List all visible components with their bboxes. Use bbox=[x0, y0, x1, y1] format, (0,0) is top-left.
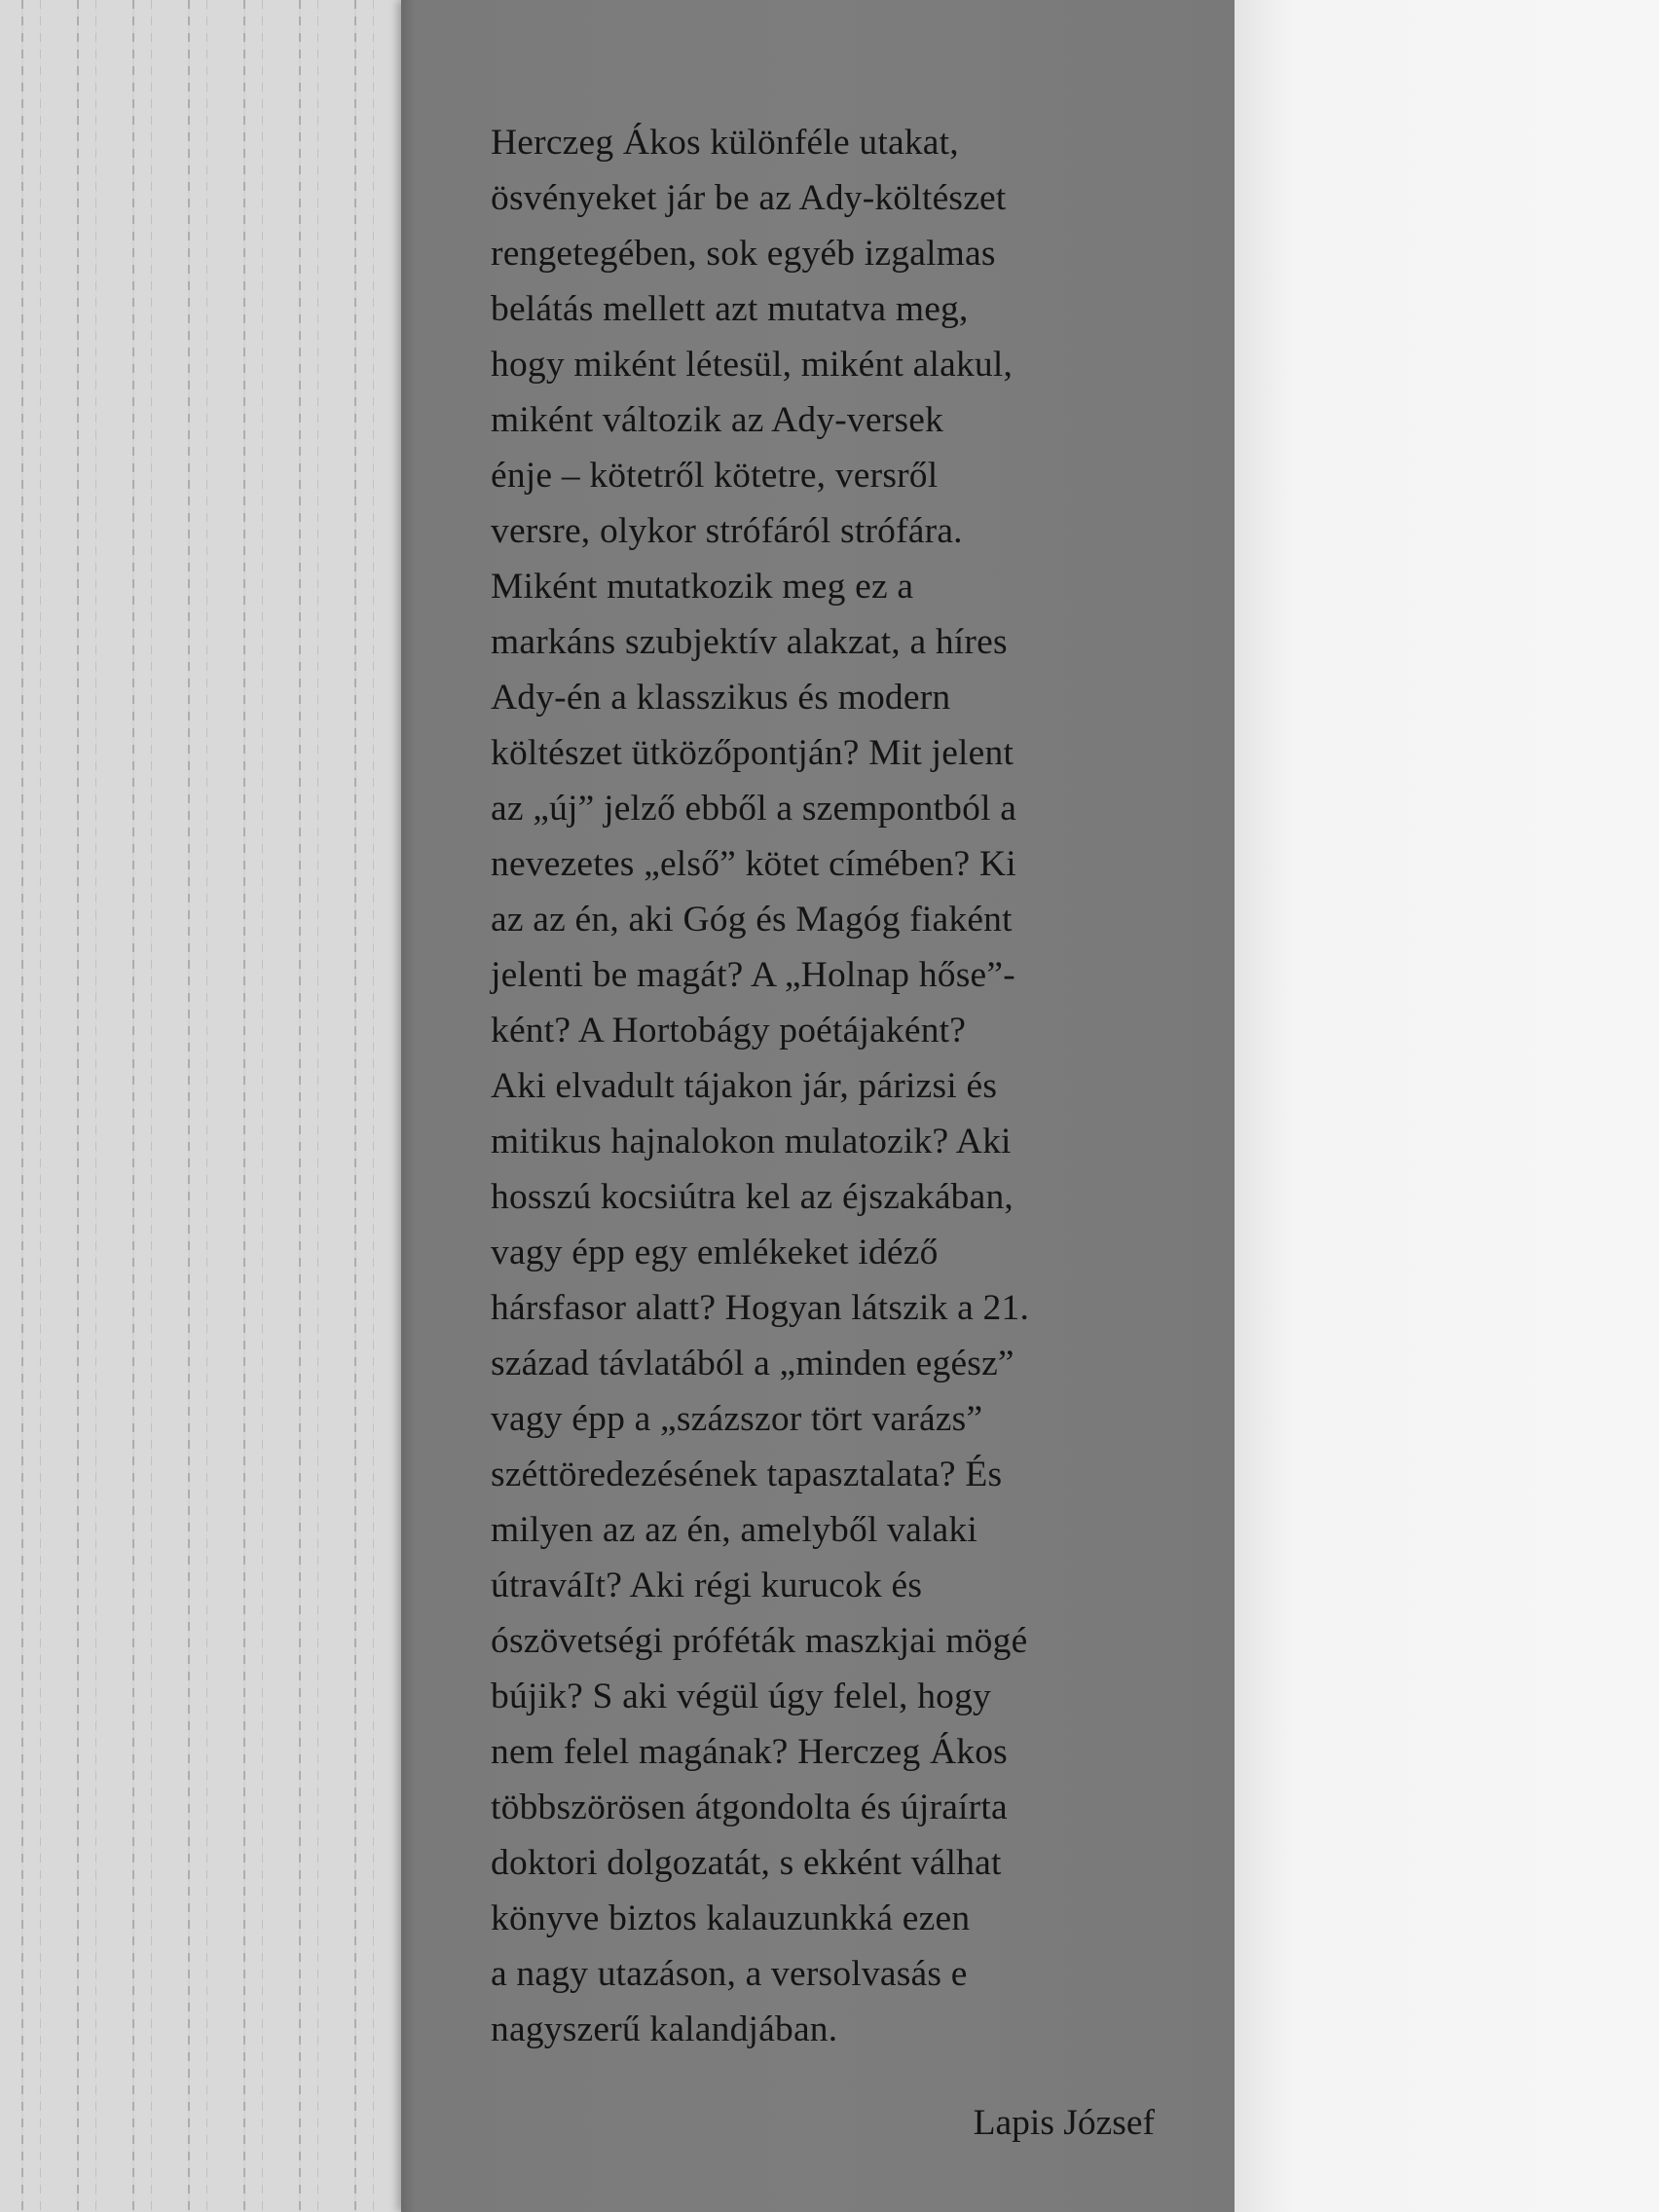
blurb-line: a nagy utazáson, a versolvasás e bbox=[491, 1954, 968, 1994]
blurb-line: nem felel magának? Herczeg Ákos bbox=[491, 1732, 1008, 1772]
blurb-line: Ady-én a klasszikus és modern bbox=[491, 678, 951, 718]
blurb-line: Herczeg Ákos különféle utakat, bbox=[491, 123, 959, 163]
author-signature: Lapis József bbox=[973, 2103, 1155, 2143]
blurb-text bbox=[491, 115, 1192, 2057]
wood-surface bbox=[0, 0, 401, 2212]
blurb-line: az „új” jelző ebből a szempontból a bbox=[491, 789, 1017, 829]
blurb-line: Aki elvadult tájakon jár, párizsi és bbox=[491, 1066, 998, 1106]
blurb-line: széttöredezésének tapasztalata? És bbox=[491, 1455, 1003, 1494]
blurb-line: vagy épp egy emlékeket idéző bbox=[491, 1233, 939, 1272]
blurb-line: ösvényeket jár be az Ady-költészet bbox=[491, 178, 1007, 218]
blurb-line: vagy épp a „százszor tört varázs” bbox=[491, 1399, 983, 1439]
blurb-line: nevezetes „első” kötet címében? Ki bbox=[491, 844, 1016, 884]
blurb-line: rengetegében, sok egyéb izgalmas bbox=[491, 234, 996, 274]
blurb-line: hosszú kocsiútra kel az éjszakában, bbox=[491, 1177, 1014, 1217]
blurb-line: hogy miként létesül, miként alakul, bbox=[491, 345, 1014, 385]
blurb-line: az az én, aki Góg és Magóg fiaként bbox=[491, 900, 1013, 940]
blurb-line: jelenti be magát? A „Holnap hőse”- bbox=[491, 955, 1015, 995]
blurb-line: bújik? S aki végül úgy felel, hogy bbox=[491, 1677, 992, 1716]
blurb-line: markáns szubjektív alakzat, a híres bbox=[491, 622, 1008, 662]
blurb-line: ként? A Hortobágy poétájaként? bbox=[491, 1011, 967, 1051]
blurb-line: versre, olykor strófáról strófára. bbox=[491, 511, 963, 551]
blurb-line: útraváIt? Aki régi kurucok és bbox=[491, 1566, 923, 1605]
blurb-line: hársfasor alatt? Hogyan látszik a 21. bbox=[491, 1288, 1030, 1328]
blurb-line: milyen az az én, amelyből valaki bbox=[491, 1510, 977, 1550]
blurb-line: költészet ütközőpontján? Mit jelent bbox=[491, 733, 1014, 773]
blurb-line: ószövetségi próféták maszkjai mögé bbox=[491, 1621, 1028, 1661]
blurb-line: énje – kötetről kötetre, versről bbox=[491, 456, 939, 496]
blurb-line: mitikus hajnalokon mulatozik? Aki bbox=[491, 1122, 1012, 1161]
blurb-line: doktori dolgozatát, s ekként válhat bbox=[491, 1843, 1002, 1883]
blurb-line: belátás mellett azt mutatva meg, bbox=[491, 289, 969, 329]
blurb-line: Miként mutatkozik meg ez a bbox=[491, 567, 914, 607]
blurb-line: miként változik az Ady-versek bbox=[491, 400, 944, 440]
blurb-line: többszörösen átgondolta és újraírta bbox=[491, 1788, 1008, 1827]
white-surface bbox=[1235, 0, 1659, 2212]
blurb-line: könyve biztos kalauzunkká ezen bbox=[491, 1899, 971, 1938]
blurb-line: nagyszerű kalandjában. bbox=[491, 2009, 838, 2049]
blurb-line: század távlatából a „minden egész” bbox=[491, 1344, 1014, 1383]
book-back-flap bbox=[401, 0, 1235, 2212]
